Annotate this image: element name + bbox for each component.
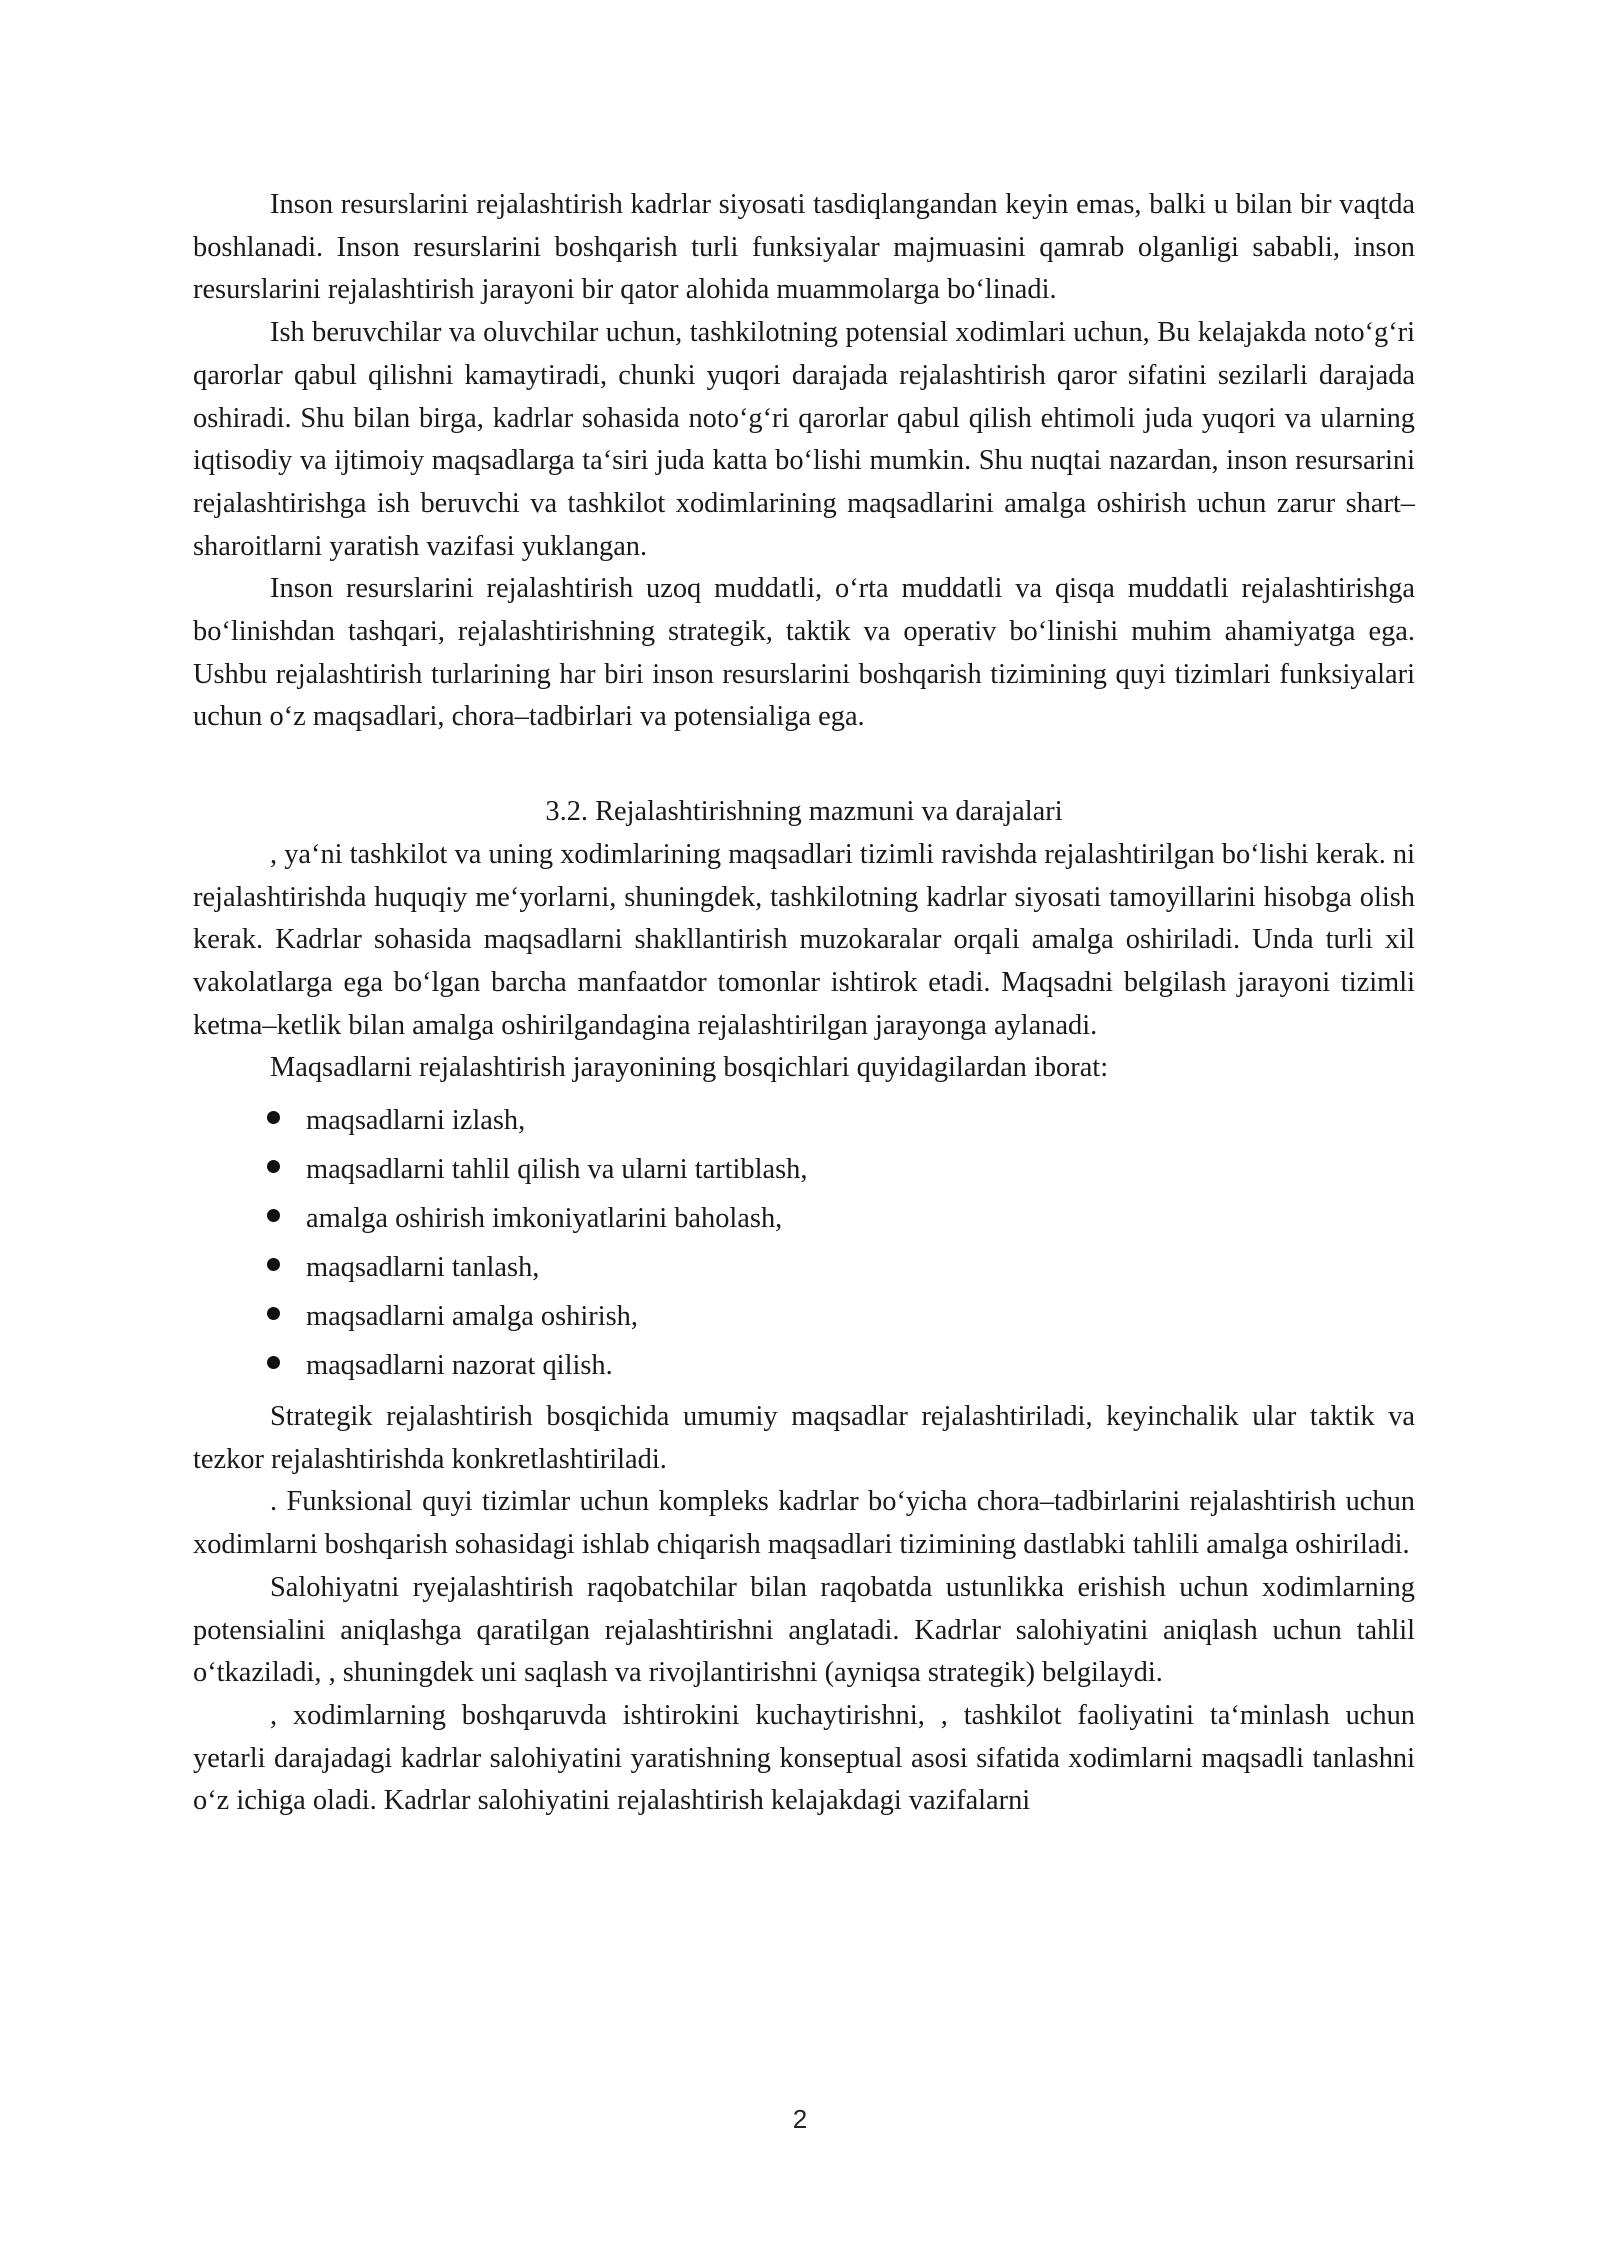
list-item [193, 1145, 1415, 1194]
bullet-icon [267, 1258, 280, 1271]
list-item [193, 1292, 1415, 1341]
list-item [193, 1341, 1415, 1390]
page-number: 2 [792, 2104, 808, 2134]
paragraph: Strategik rejalashtirish bosqichida umumiy maqsadlar rejalashtiriladi, keyinchalik ular taktik va tezkor rejalashtirishda konkretlashtiriladi. [193, 1401, 1415, 1475]
paragraph: , xodimlarning boshqaruvda ishtirokini kuchaytirishni, , tashkilot faoliyatini taʻminlash uchun yetarli darajadagi kadrlar salohiyatini yaratishning konseptual asosi sifatida xodimlarni maqsadli tanlashni oʻz ichiga oladi. Kadrlar salohiyatini rejalashtirish kelajakdagi vazifalarni [193, 1699, 1415, 1817]
bullet-icon [267, 1307, 280, 1320]
paragraph: Inson resurslarini rejalashtirish kadrlar siyosati tasdiqlangandan keyin emas, balki u bilan bir vaqtda boshlanadi. Inson resurslarini boshqarish turli funksiyalar majmuasini qamrab olganligi sababli, inson resurslarini rejalashtirish jarayoni bir qator alohida muammolarga boʻlinadi. [193, 189, 1415, 306]
section-heading: 3.2. Rejalashtirishning mazmuni va darajalari [545, 796, 1063, 828]
paragraph: . Funksional quyi tizimlar uchun kompleks kadrlar boʻyicha chora–tadbirlarini rejalashtirish uchun xodimlarni boshqarish sohasidagi ishlab chiqarish maqsadlari tizimining dastlabki tahlili amalga oshiriladi. [193, 1486, 1415, 1561]
bullet-icon [267, 1111, 280, 1124]
list-item-text: amalga oshirish imkoniyatlarini baholash, [306, 1203, 783, 1235]
list-item-text: maqsadlarni nazorat qilish. [306, 1350, 613, 1382]
paragraph: Inson resurslarini rejalashtirish uzoq muddatli, oʻrta muddatli va qisqa muddatli rejalashtirishga boʻlinishdan tashqari, rejalashtirishning strategik, taktik va operativ boʻlinishi muhim ahamiyatga ega. Ushbu rejalashtirish turlarining har biri inson resurslarini boshqarish tizimining quyi tizimlari funksiyalari uchun oʻz maqsadlari, chora–tadbirlari va potensialiga ega. [193, 573, 1415, 733]
list-item [193, 1194, 1415, 1243]
list-item-text: maqsadlarni izlash, [306, 1105, 526, 1137]
bullet-icon [267, 1209, 280, 1222]
bullet-icon [267, 1160, 280, 1173]
paragraph: Ish beruvchilar va oluvchilar uchun, tashkilotning potensial xodimlari uchun, Bu kelajakda notoʻgʻri qarorlar qabul qilishni kamaytiradi, chunki yuqori darajada rejalashtirish qaror sifatini sezilarli darajada oshiradi. Shu bilan birga, kadrlar sohasida notoʻgʻri qarorlar qabul qilish ehtimoli juda yuqori va ularning iqtisodiy va ijtimoiy maqsadlarga taʻsiri juda katta boʻlishi mumkin. Shu nuqtai nazardan, inson resursarini rejalashtirishga ish beruvchi va tashkilot xodimlarining maqsadlarini amalga oshirish uchun zarur shart–sharoitlarni yaratish vazifasi yuklangan. [193, 317, 1415, 562]
bullet-list [193, 1096, 1415, 1390]
paragraph: Maqsadlarni rejalashtirish jarayonining bosqichlari quyidagilardan iborat: [270, 1052, 1109, 1084]
list-item [193, 1243, 1415, 1292]
list-item-text: maqsadlarni amalga oshirish, [306, 1301, 638, 1333]
bullet-icon [267, 1356, 280, 1369]
list-item-text: maqsadlarni tahlil qilish va ularni tartiblash, [306, 1154, 808, 1186]
list-item [193, 1096, 1415, 1145]
paragraph: , yaʻni tashkilot va uning xodimlarining maqsadlari tizimli ravishda rejalashtirilgan boʻlishi kerak. ni rejalashtirishda huquqiy meʻyorlarni, shuningdek, tashkilotning kadrlar siyosati tamoyillarini hisobga olish kerak. Kadrlar sohasida maqsadlarni shakllantirish muzokaralar orqali amalga oshiriladi. Unda turli xil vakolatlarga ega boʻlgan barcha manfaatdor tomonlar ishtirok etadi. Maqsadni belgilash jarayoni tizimli ketma–ketlik bilan amalga oshirilgandagina rejalashtirilgan jarayonga aylanadi. [193, 838, 1415, 1041]
paragraph: Salohiyatni ryejalashtirish raqobatchilar bilan raqobatda ustunlikka erishish uchun xodimlarning potensialini aniqlashga qaratilgan rejalashtirishni anglatadi. Kadrlar salohiyatini aniqlash uchun tahlil oʻtkaziladi, , shuningdek uni saqlash va rivojlantirishni (ayniqsa strategik) belgilaydi. [193, 1571, 1415, 1689]
list-item-text: maqsadlarni tanlash, [306, 1252, 540, 1284]
document-page [193, 184, 1415, 1823]
